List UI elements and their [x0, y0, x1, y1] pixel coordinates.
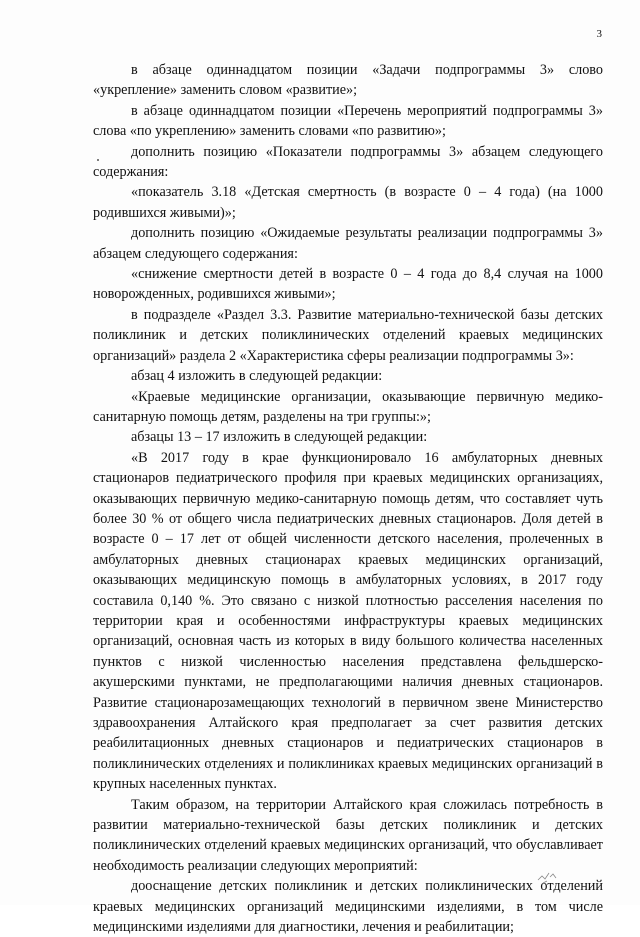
paragraph: дополнить позицию «Показатели подпрограммы 3» абзацем следующего содержания:	[93, 143, 603, 181]
paragraph: «снижение смертности детей в возрасте 0 – 4 года до 8,4 случая на 1000 новорожденных, родившихся живыми»;	[93, 266, 603, 303]
scan-mark-icon	[536, 868, 558, 886]
paragraph: в подразделе «Раздел 3.3. Развитие материально-технической базы детских поликлиник и детских поликлинических отделений краевых медицинских организаций» раздела 2 «Характеристика сферы реализации подпрограммы 3»:	[93, 306, 603, 364]
paragraph: «показатель 3.18 «Детская смертность (в возрасте 0 – 4 года) (на 1000 родившихся живыми)»;	[93, 184, 603, 221]
paragraph: абзацы 13 – 17 изложить в следующей редакции:	[131, 429, 428, 446]
document-body	[93, 60, 603, 937]
paragraph: дополнить позицию «Ожидаемые результаты реализации подпрограммы 3» абзацем следующего содержания:	[93, 225, 603, 262]
paragraph: абзац 4 изложить в следующей редакции:	[131, 368, 383, 385]
page-number: 3	[596, 28, 602, 40]
paragraph: дооснащение детских поликлиник и детских поликлинических отделений краевых медицинских организаций медицинскими изделиями, в том числе медицинскими изделиями для диагностики, лечения и реабилитации;	[93, 878, 603, 936]
paragraph: Таким образом, на территории Алтайского края сложилась потребность в развитии материально-технической базы детских поликлиник и детских поликлинических отделений краевых медицинских организаций, что обуславливает необходимость реализации следующих мероприятий:	[93, 796, 603, 874]
paragraph: «В 2017 году в крае функционировало 16 амбулаторных дневных стационаров педиатрического профиля при краевых медицинских организациях, оказывающих первичную медико-санитарную помощь детям, что составляет чуть более 30 % от общего числа педиатрических дневных стационаров. Доля детей в возрасте 0 – 17 лет от общей численности детского населения, пролеченных в амбулаторных дневных стационарах краевых медицинских организаций, оказывающих медицинскую помощь в амбулаторных условиях, в 2017 году составила 0,140 %. Это связано с низкой плотностью расселения населения по территории края и особенностями инфраструктуры краевых медицинских организаций, основная часть из которых в виду большого количества населенных пунктов с низкой численностью населения представлена фельдшерско-акушерскими пунктами, не предполагающими наличия дневных стационаров. Развитие стационарозамещающих технологий в первичном звене Министерство здравоохранения Алтайского края предполагает за счет развития детских реабилитационных дневных стационаров и педиатрических стационаров в поликлинических отделениях и поликлиниках краевых медицинских организаций в крупных населенных пунктах.	[93, 449, 603, 793]
paragraph: «Краевые медицинские организации, оказывающие первичную медико-санитарную помощь детям, разделены на три группы:»;	[93, 388, 603, 425]
paragraph: в абзаце одиннадцатом позиции «Задачи подпрограммы 3» слово «укрепление» заменить словом «развитие»;	[93, 62, 603, 99]
paragraph: в абзаце одиннадцатом позиции «Перечень мероприятий подпрограммы 3» слова «по укреплению» заменить словами «по развитию»;	[93, 102, 603, 140]
